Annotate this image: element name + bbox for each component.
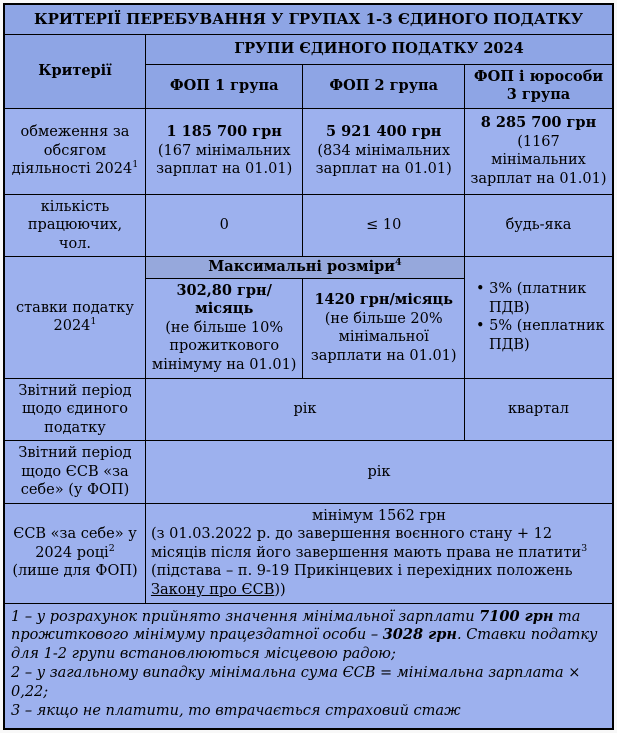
- footnote-1-bold-minimum: 3028 грн: [382, 626, 457, 644]
- footnote-1-text: та прожиткового мінімуму працездатної особи –: [11, 608, 581, 644]
- table-row-employees: [4, 194, 613, 257]
- table-row-esv-2024: [4, 503, 613, 603]
- esv-details-part3: )): [274, 581, 286, 598]
- tax-rates-group1: [145, 278, 303, 378]
- esv-law-link[interactable]: Закону про ЄСВ: [150, 581, 275, 598]
- single-tax-period-group3: квартал: [464, 378, 613, 441]
- row-label-note: (лише для ФОП): [12, 563, 138, 580]
- col-header-group3: ФОП і юрособи 3 група: [464, 64, 613, 108]
- row-label-text: ЄСВ «за себе» у 2024 році: [13, 526, 137, 561]
- footnote-ref: 3: [581, 543, 588, 555]
- volume-limit-group3: [464, 108, 613, 194]
- esv-2024-value: [145, 503, 613, 603]
- footnote-1-text: 1 – у розрахунок прийнято значення мінімальної зарплати: [11, 608, 480, 625]
- max-sizes-text: Максимальні розміри: [208, 258, 396, 276]
- amount-note: (не більше 20% мінімальної зарплати на 01.01): [310, 310, 457, 364]
- amount-text: 1 185 700 грн: [166, 123, 282, 141]
- footnote-1: [11, 608, 606, 664]
- row-label-esv-2024: [4, 503, 145, 603]
- footnote-ref: 1: [90, 316, 97, 328]
- tax-rates-group2: [303, 278, 465, 378]
- rate-bullet-item: • 5% (неплатник ПДВ): [476, 317, 607, 354]
- criteria-header: Критерії: [4, 34, 145, 108]
- amount-text: 1420 грн/місяць: [314, 291, 453, 309]
- row-label-esv-period: Звітний період щодо ЄСВ «за себе» (у ФОП): [4, 441, 145, 504]
- footnote-ref: 1: [132, 159, 139, 171]
- row-label-text: обмеження за обсягом діяльності 2024: [11, 124, 133, 178]
- amount-note: (не більше 10% прожиткового мінімуму на 01.01): [151, 319, 297, 373]
- tax-criteria-table: [3, 3, 614, 730]
- footnote-1-bold-salary: 7100 грн: [479, 607, 554, 625]
- volume-limit-group1: [145, 108, 303, 194]
- footnotes: [4, 603, 613, 729]
- footnote-3: 3 – якщо не платити, то втрачається страховий стаж: [11, 703, 461, 720]
- table-row-volume-limit: [4, 108, 613, 194]
- esv-details-part1: (з 01.03.2022 р. до завершення воєнного стану + 12 місяців після його завершення мають права не платити: [150, 526, 582, 561]
- row-label-tax-rates: [4, 257, 145, 378]
- employees-group3: будь-яка: [464, 194, 613, 257]
- footnote-2: 2 – у загальному випадку мінімальна сума ЄСВ = мінімальна зарплата × 0,22;: [11, 665, 581, 700]
- amount-text: 302,80 грн/місяць: [176, 281, 272, 318]
- table-row-esv-period: [4, 441, 613, 504]
- row-label-single-tax-period: Звітний період щодо єдиного податку: [4, 378, 145, 441]
- tax-rates-group3: [464, 257, 613, 378]
- amount-text: 8 285 700 грн: [480, 114, 597, 131]
- amount-note: (834 мінімальних зарплат на 01.01): [315, 142, 452, 178]
- single-tax-period-groups12: рік: [145, 378, 464, 441]
- max-sizes-band: [145, 257, 464, 279]
- footnote-ref: 2: [108, 543, 115, 555]
- employees-group2: ≤ 10: [303, 194, 465, 257]
- groups-header: ГРУПИ ЄДИНОГО ПОДАТКУ 2024: [145, 34, 613, 64]
- title-row: [4, 4, 613, 34]
- groups-header-row: [4, 34, 613, 64]
- esv-period-value: рік: [145, 441, 613, 504]
- col-header-group2: ФОП 2 група: [303, 64, 465, 108]
- volume-limit-group2: [303, 108, 465, 194]
- esv-details-part2: (підстава – п. 9-19 Прикінцевих і перехідних положень: [150, 563, 573, 580]
- col-header-group1: ФОП 1 група: [145, 64, 303, 108]
- table-title: КРИТЕРІЇ ПЕРЕБУВАННЯ У ГРУПАХ 1-3 ЄДИНОГО ПОДАТКУ: [4, 4, 613, 34]
- row-label-text: ставки податку 2024: [16, 299, 134, 335]
- amount-note: (1167 мінімальних зарплат на 01.01): [470, 133, 607, 187]
- employees-group1: 0: [145, 194, 303, 257]
- row-label-employees: кількість працюючих, чол.: [4, 194, 145, 257]
- esv-minimum-text: мінімум 1562 грн: [311, 507, 446, 524]
- rate-bullet-list: [470, 280, 607, 354]
- esv-details-text: [151, 525, 607, 599]
- footnote-1-text: . Ставки податку для 1-2 групи встановлюються місцевою радою;: [11, 627, 598, 662]
- amount-note: (167 мінімальних зарплат на 01.01): [156, 142, 293, 178]
- rate-bullet-item: • 3% (платник ПДВ): [476, 280, 607, 317]
- row-label-volume-limit: [4, 108, 145, 194]
- footnote-ref: 4: [395, 257, 402, 269]
- footnotes-row: [4, 603, 613, 729]
- amount-text: 5 921 400 грн: [326, 123, 442, 141]
- table-row-tax-rates: [4, 257, 613, 279]
- table-row-single-tax-period: [4, 378, 613, 441]
